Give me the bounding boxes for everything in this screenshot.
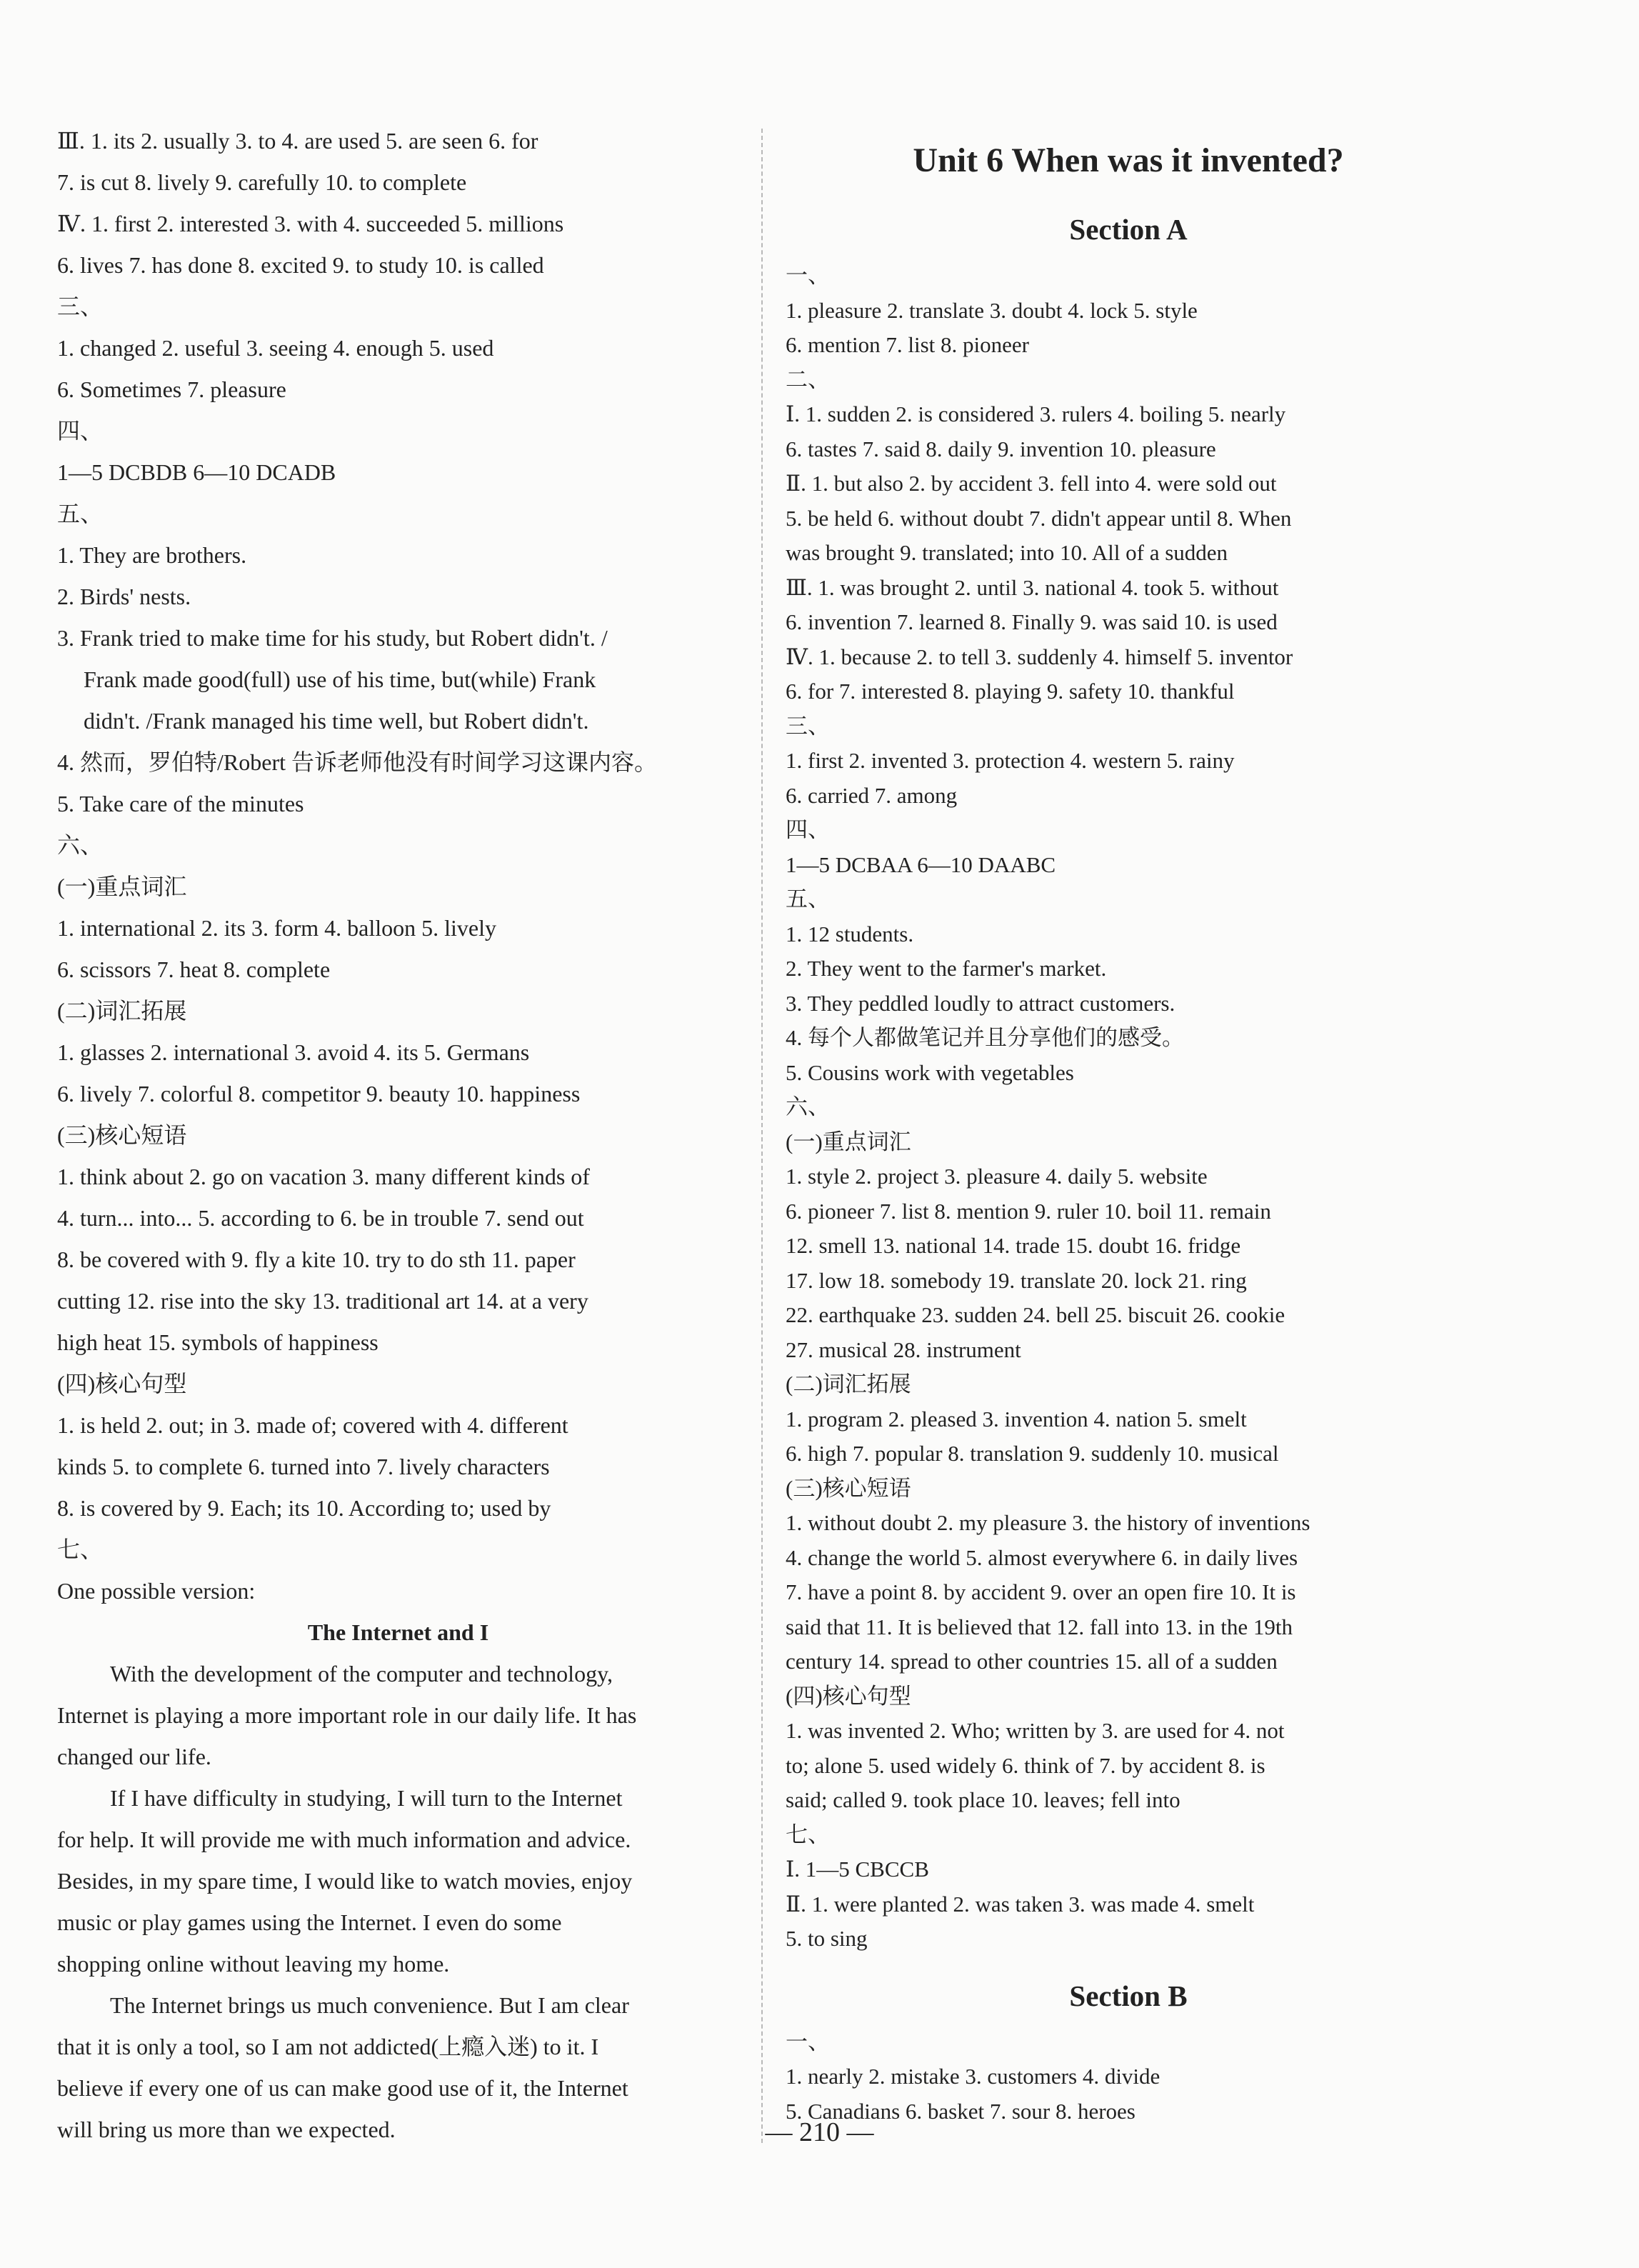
answer-line: will bring us more than we expected.	[57, 2117, 396, 2142]
section-b-answers	[786, 2025, 1471, 2129]
answer-line: high heat 15. symbols of happiness	[57, 1329, 379, 1355]
answer-line: If I have difficulty in studying, I will turn to the Internet	[110, 1785, 623, 1811]
answer-line: shopping online without leaving my home.	[57, 1951, 450, 1977]
section-a-title: Section A	[1069, 213, 1188, 246]
section-b-title: Section B	[1069, 1979, 1188, 2012]
answer-line: 3. Frank tried to make time for his study, but Robert didn't. /	[57, 625, 608, 651]
answer-line: said that 11. It is believed that 12. fall into 13. in the 19th	[786, 1614, 1293, 1639]
answer-line: cutting 12. rise into the sky 13. traditional art 14. at a very	[57, 1288, 588, 1314]
answer-line: to; alone 5. used widely 6. think of 7. by accident 8. is	[786, 1752, 1265, 1778]
answer-line: Ⅳ. 1. first 2. interested 3. with 4. succeeded 5. millions	[57, 211, 564, 236]
answer-line: didn't. /Frank managed his time well, but Robert didn't.	[84, 708, 589, 734]
answer-line: (二)词汇拓展	[786, 1372, 911, 1397]
page-number: — 210 —	[765, 2117, 874, 2147]
answer-line: 六、	[786, 1094, 830, 1119]
answer-line: 7. is cut 8. lively 9. carefully 10. to complete	[57, 169, 467, 195]
answer-line: 4. 每个人都做笔记并且分享他们的感受。	[786, 1025, 1184, 1050]
answer-line: music or play games using the Internet. I even do some	[57, 1909, 562, 1935]
answer-line: 5. to sing	[786, 1926, 868, 1951]
answer-line: said; called 9. took place 10. leaves; fell into	[786, 1787, 1181, 1812]
answer-line: Ⅰ. 1. sudden 2. is considered 3. rulers 4. boiling 5. nearly	[786, 401, 1286, 426]
answer-line: 5. be held 6. without doubt 7. didn't appear until 8. When	[786, 505, 1292, 531]
answer-line: 五、	[786, 886, 830, 911]
answer-line: 1. international 2. its 3. form 4. balloon 5. lively	[57, 915, 497, 941]
answer-line: 四、	[786, 817, 830, 842]
answer-line: Ⅲ. 1. was brought 2. until 3. national 4. took 5. without	[786, 574, 1279, 600]
answer-line: 4. turn... into... 5. according to 6. be in trouble 7. send out	[57, 1205, 584, 1231]
answer-line: was brought 9. translated; into 10. All of a sudden	[786, 540, 1228, 565]
answer-line: 8. be covered with 9. fly a kite 10. try to do sth 11. paper	[57, 1247, 576, 1272]
answer-line: One possible version:	[57, 1578, 256, 1604]
answer-line: 2. Birds' nests.	[57, 584, 191, 609]
answer-line: 6. invention 7. learned 8. Finally 9. was said 10. is used	[786, 609, 1278, 634]
answer-line: 1. pleasure 2. translate 3. doubt 4. lock 5. style	[786, 297, 1198, 323]
unit-title: Unit 6 When was it invented?	[913, 141, 1344, 179]
answer-line: 4. 然而，罗伯特/Robert 告诉老师他没有时间学习这课内容。	[57, 749, 657, 775]
answer-line: that it is only a tool, so I am not addicted(上瘾入迷) to it. I	[57, 2034, 599, 2059]
answer-line: 七、	[786, 1822, 830, 1847]
answer-line: 1—5 DCBDB 6—10 DCADB	[57, 459, 336, 485]
answer-line: 1. program 2. pleased 3. invention 4. nation 5. smelt	[786, 1406, 1247, 1432]
answer-line: 6. mention 7. list 8. pioneer	[786, 332, 1029, 357]
answer-line: 1. was invented 2. Who; written by 3. are used for 4. not	[786, 1718, 1285, 1743]
answer-line: 12. smell 13. national 14. trade 15. doubt 16. fridge	[786, 1233, 1241, 1258]
answer-line: Ⅱ. 1. were planted 2. was taken 3. was made 4. smelt	[786, 1891, 1255, 1917]
answer-line: 1. style 2. project 3. pleasure 4. daily 5. website	[786, 1164, 1208, 1189]
column-divider	[761, 129, 763, 2143]
answer-line: 1. think about 2. go on vacation 3. many different kinds of	[57, 1164, 590, 1189]
answer-line: century 14. spread to other countries 15. all of a sudden	[786, 1649, 1278, 1674]
answer-line: The Internet brings us much convenience. But I am clear	[110, 1992, 629, 2018]
answer-line: The Internet and I	[307, 1619, 489, 1645]
answer-line: 1. They are brothers.	[57, 542, 247, 568]
answer-line: 6. for 7. interested 8. playing 9. safety 10. thankful	[786, 679, 1235, 704]
answer-line: 四、	[57, 418, 104, 444]
answer-line: 1. first 2. invented 3. protection 4. western 5. rainy	[786, 748, 1235, 773]
answer-line: Internet is playing a more important role in our daily life. It has	[57, 1702, 637, 1728]
answer-line: 2. They went to the farmer's market.	[786, 956, 1107, 981]
answer-line: 17. low 18. somebody 19. translate 20. lock 21. ring	[786, 1267, 1247, 1293]
right-column	[786, 136, 1471, 2129]
answer-line: 1. nearly 2. mistake 3. customers 4. divide	[786, 2064, 1161, 2089]
answer-line: Ⅰ. 1—5 CBCCB	[786, 1857, 929, 1882]
answer-line: 1. without doubt 2. my pleasure 3. the history of inventions	[786, 1510, 1310, 1535]
answer-line: 3. They peddled loudly to attract customers.	[786, 990, 1176, 1016]
answer-line: 二、	[786, 366, 830, 392]
answer-line: changed our life.	[57, 1744, 211, 1769]
answer-line: 7. have a point 8. by accident 9. over an open fire 10. It is	[786, 1579, 1296, 1604]
answer-line: Ⅳ. 1. because 2. to tell 3. suddenly 4. himself 5. inventor	[786, 644, 1293, 669]
answer-line: 27. musical 28. instrument	[786, 1337, 1021, 1362]
answer-line: Ⅲ. 1. its 2. usually 3. to 4. are used 5. are seen 6. for	[57, 128, 538, 154]
answer-line: 1. changed 2. useful 3. seeing 4. enough 5. used	[57, 335, 494, 361]
answer-line: 6. tastes 7. said 8. daily 9. invention 10. pleasure	[786, 436, 1216, 461]
left-column	[57, 120, 739, 2150]
answer-line: kinds 5. to complete 6. turned into 7. lively characters	[57, 1454, 550, 1479]
answer-line: (一)重点词汇	[57, 874, 187, 899]
answer-line: 6. lives 7. has done 8. excited 9. to study 10. is called	[57, 252, 544, 278]
answer-line: 6. Sometimes 7. pleasure	[57, 376, 286, 402]
answer-line: believe if every one of us can make good use of it, the Internet	[57, 2075, 628, 2101]
answer-line: 5. Canadians 6. basket 7. sour 8. heroes	[786, 2098, 1136, 2124]
answer-line: 5. Cousins work with vegetables	[786, 1059, 1074, 1085]
answer-line: 8. is covered by 9. Each; its 10. According to; used by	[57, 1495, 551, 1521]
answer-line: 4. change the world 5. almost everywhere 6. in daily lives	[786, 1544, 1298, 1570]
answer-line: 六、	[57, 832, 104, 858]
answer-line: (四)核心句型	[57, 1371, 187, 1397]
answer-line: 5. Take care of the minutes	[57, 791, 304, 816]
answer-line: 1. glasses 2. international 3. avoid 4. its 5. Germans	[57, 1039, 530, 1065]
answer-line: Frank made good(full) use of his time, but(while) Frank	[84, 666, 596, 692]
answer-line: 三、	[57, 294, 104, 319]
answer-line: 6. scissors 7. heat 8. complete	[57, 956, 331, 982]
answer-line: 6. carried 7. among	[786, 782, 958, 808]
answer-line: 1—5 DCBAA 6—10 DAABC	[786, 851, 1056, 877]
answer-line: 1. 12 students.	[786, 921, 914, 946]
section-a-answers	[786, 259, 1471, 1957]
answer-line: 1. is held 2. out; in 3. made of; covered with 4. different	[57, 1412, 568, 1438]
answer-line: 五、	[57, 501, 104, 526]
answer-line: 22. earthquake 23. sudden 24. bell 25. biscuit 26. cookie	[786, 1302, 1285, 1327]
answer-line: 6. pioneer 7. list 8. mention 9. ruler 10. boil 11. remain	[786, 1198, 1271, 1224]
answer-line: 6. high 7. popular 8. translation 9. suddenly 10. musical	[786, 1441, 1279, 1466]
answer-line: 一、	[786, 2029, 830, 2054]
answer-line: 一、	[786, 263, 830, 288]
answer-line: (三)核心短语	[786, 1475, 911, 1501]
answer-line: (二)词汇拓展	[57, 998, 187, 1024]
answer-line: (一)重点词汇	[786, 1129, 911, 1154]
answer-line: for help. It will provide me with much information and advice.	[57, 1827, 631, 1852]
answer-line: 6. lively 7. colorful 8. competitor 9. beauty 10. happiness	[57, 1081, 581, 1106]
answer-line: 三、	[786, 713, 830, 739]
answer-line: Besides, in my spare time, I would like to watch movies, enjoy	[57, 1868, 633, 1894]
answer-line: 七、	[57, 1537, 104, 1562]
answer-line: With the development of the computer and technology,	[110, 1661, 613, 1687]
answer-line: (三)核心短语	[57, 1122, 187, 1148]
answer-line: (四)核心句型	[786, 1683, 911, 1709]
answer-line: Ⅱ. 1. but also 2. by accident 3. fell into 4. were sold out	[786, 471, 1277, 496]
